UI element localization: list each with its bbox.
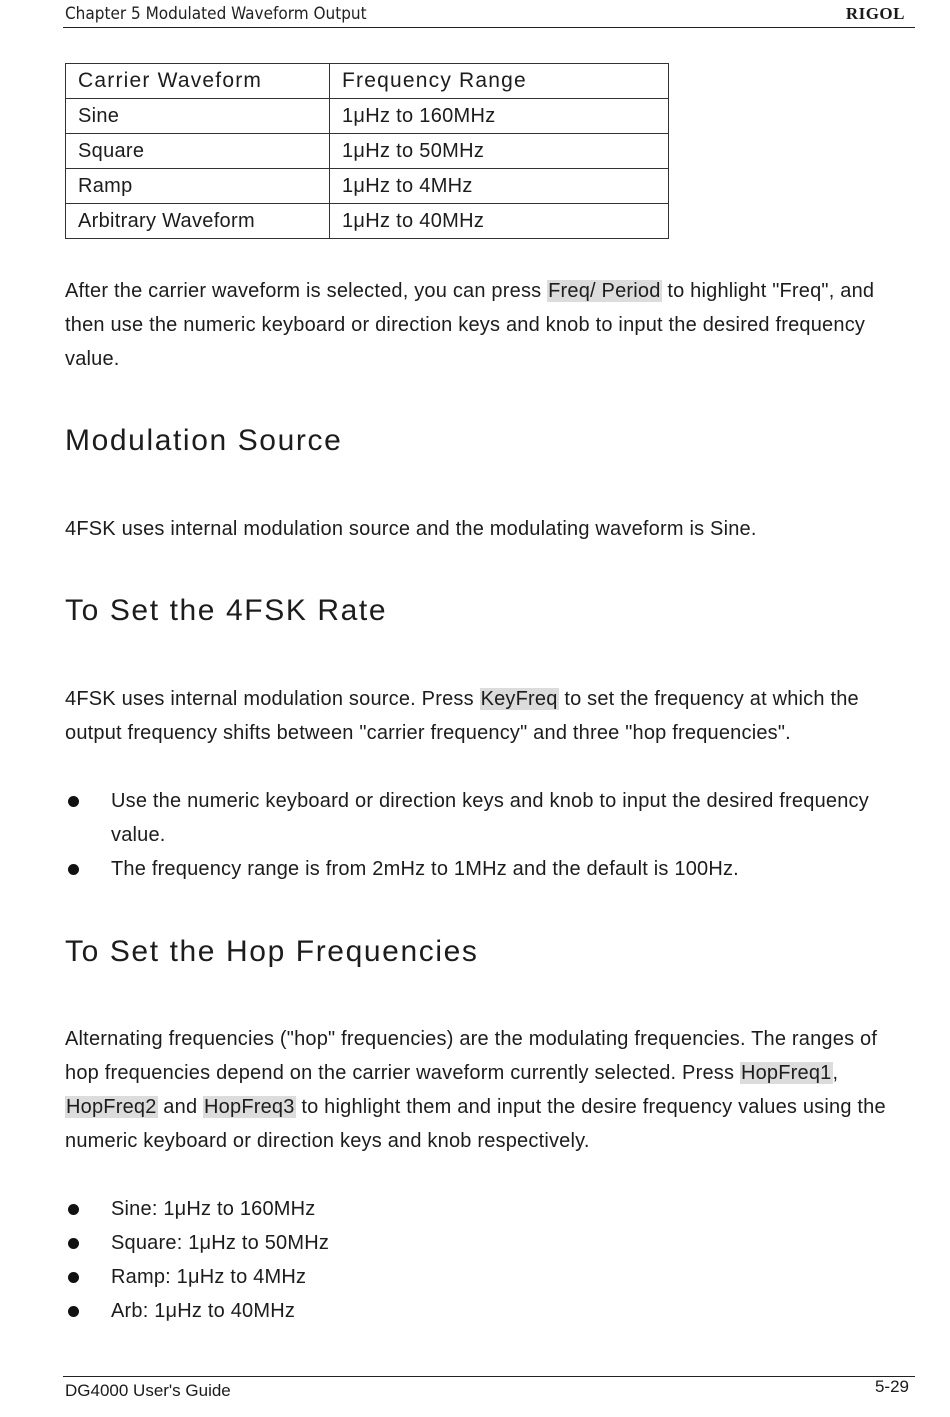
table-cell: 1μHz to 50MHz: [330, 134, 669, 169]
set-4fsk-rate-paragraph: [65, 682, 905, 750]
carrier-frequency-table: [65, 63, 669, 239]
bullet-icon: [68, 1204, 79, 1215]
list-item-text: Sine: 1μHz to 160MHz: [111, 1198, 316, 1220]
bullet-icon: [68, 864, 79, 875]
hop-frequencies-paragraph: [65, 1022, 905, 1158]
table-cell: Arbitrary Waveform: [66, 204, 330, 239]
page-header: [63, 0, 915, 28]
table-header-cell: Carrier Waveform: [66, 64, 330, 99]
table-row: [66, 169, 669, 204]
table-header-cell: Frequency Range: [330, 64, 669, 99]
table-cell: 1μHz to 160MHz: [330, 99, 669, 134]
page-footer: [63, 1376, 915, 1400]
table-cell: Sine: [66, 99, 330, 134]
paragraph-text: 4FSK uses internal modulation source. Press: [65, 688, 480, 710]
page-number: 5-29: [874, 1377, 909, 1396]
table-cell: Ramp: [66, 169, 330, 204]
list-item-text: Ramp: 1μHz to 4MHz: [111, 1266, 307, 1288]
paragraph-text: to set the frequency at which the output frequency shifts between "carrier frequency" and three "hop frequencies".: [65, 688, 859, 744]
set-4fsk-rate-heading: To Set the 4FSK Rate: [65, 594, 388, 627]
table-header-row: [66, 64, 669, 99]
table-row: [66, 204, 669, 239]
list-item: [65, 1260, 905, 1294]
table-cell: 1μHz to 4MHz: [330, 169, 669, 204]
chapter-title: Chapter 5 Modulated Waveform Output: [65, 4, 367, 24]
set-hop-frequencies-heading: To Set the Hop Frequencies: [65, 935, 479, 968]
hop-range-bullet-list: [65, 1192, 905, 1328]
keyfreq-softkey: KeyFreq: [480, 688, 558, 710]
guide-title: DG4000 User's Guide: [65, 1381, 231, 1400]
hopfreq1-softkey: HopFreq1: [740, 1062, 832, 1084]
bullet-icon: [68, 1238, 79, 1249]
carrier-selection-paragraph: [65, 274, 905, 376]
modulation-source-paragraph: 4FSK uses internal modulation source and the modulating waveform is Sine.: [65, 518, 757, 540]
brand-logo-text: RIGOL: [845, 4, 905, 23]
table-cell: 1μHz to 40MHz: [330, 204, 669, 239]
paragraph-text: to highlight them and input the desire frequency values using the numeric keyboard or direction keys and knob respectively.: [65, 1096, 886, 1152]
table-row: [66, 134, 669, 169]
paragraph-text: ,: [832, 1062, 839, 1084]
modulation-source-heading: Modulation Source: [65, 424, 343, 457]
list-item-text: Use the numeric keyboard or direction keys and knob to input the desired frequency value.: [111, 790, 869, 846]
hopfreq3-softkey: HopFreq3: [204, 1096, 295, 1118]
list-item-text: Arb: 1μHz to 40MHz: [111, 1300, 296, 1322]
paragraph-text: to highlight "Freq", and then use the numeric keyboard or direction keys and knob to input the desired frequency value.: [65, 280, 875, 370]
bullet-icon: [68, 796, 79, 807]
freq-period-softkey: Freq/ Period: [548, 280, 661, 302]
paragraph-text: After the carrier waveform is selected, you can press: [65, 280, 548, 302]
table-row: [66, 99, 669, 134]
list-item-text: Square: 1μHz to 50MHz: [111, 1232, 330, 1254]
table-cell: Square: [66, 134, 330, 169]
list-item: [65, 1294, 905, 1328]
hopfreq2-softkey: HopFreq2: [66, 1096, 157, 1118]
paragraph-text: Alternating frequencies ("hop" frequencies) are the modulating frequencies. The ranges of hop frequencies depend on the carrier waveform currently selected. Press: [65, 1028, 878, 1084]
bullet-icon: [68, 1306, 79, 1317]
rate-bullet-list: [65, 784, 905, 886]
bullet-icon: [68, 1272, 79, 1283]
list-item: [65, 784, 905, 852]
list-item-text: The frequency range is from 2mHz to 1MHz and the default is 100Hz.: [111, 858, 739, 880]
paragraph-text: and: [157, 1096, 204, 1118]
list-item: [65, 1192, 905, 1226]
list-item: [65, 852, 905, 886]
list-item: [65, 1226, 905, 1260]
